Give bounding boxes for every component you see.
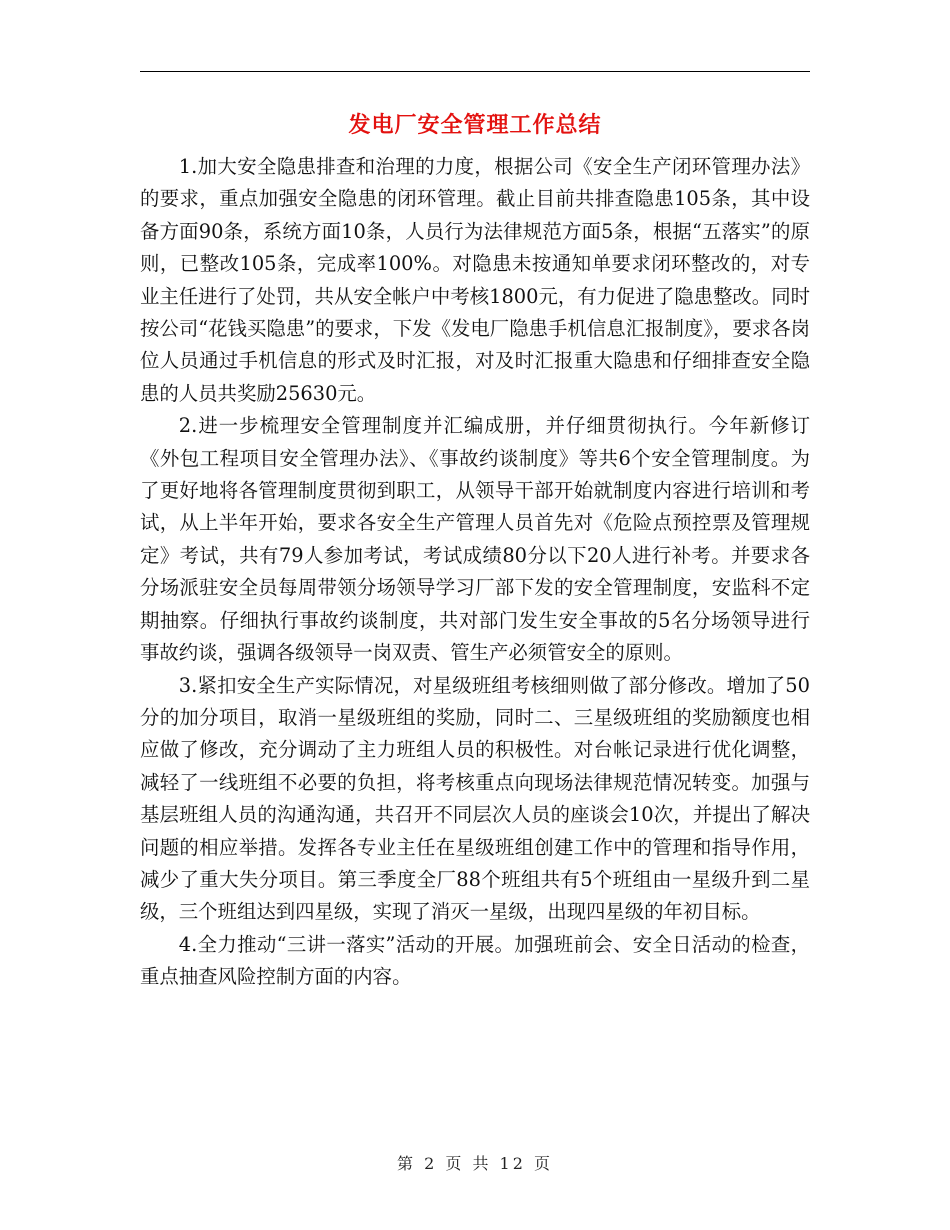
document-body	[140, 151, 810, 994]
paragraph-4: 4.全力推动“三讲一落实”活动的开展。加强班前会、安全日活动的检查，重点抽查风险控制方面的内容。	[140, 932, 810, 989]
page-number-footer: 第 2 页 共 12 页	[397, 1154, 553, 1173]
paragraph-3: 3.紧扣安全生产实际情况，对星级班组考核细则做了部分修改。增加了50分的加分项目，取消一星级班组的奖励，同时二、三星级班组的奖励额度也相应做了修改，充分调动了主力班组人员的积极性。对台帐记录进行优化调整，减轻了一线班组不必要的负担，将考核重点向现场法律规范情况转变。加强与基层班组人员的沟通沟通，共召开不同层次人员的座谈会10次，并提出了解决问题的相应举措。发挥各专业主任在星级班组创建工作中的管理和指导作用，减少了重大失分项目。第三季度全厂88个班组共有5个班组由一星级升到二星级，三个班组达到四星级，实现了消灭一星级，出现四星级的年初目标。	[140, 673, 810, 924]
paragraph-2: 2.进一步梳理安全管理制度并汇编成册，并仔细贯彻执行。今年新修订《外包工程项目安全管理办法》、《事故约谈制度》等共6个安全管理制度。为了更好地将各管理制度贯彻到职工，从领导干部开始就制度内容进行培训和考试，从上半年开始，要求各安全生产管理人员首先对《危险点预控票及管理规定》考试，共有79人参加考试，考试成绩80分以下20人进行补考。并要求各分场派驻安全员每周带领分场领导学习厂部下发的安全管理制度，安监科不定期抽察。仔细执行事故约谈制度，共对部门发生安全事故的5名分场领导进行事故约谈，强调各级领导一岗双责、管生产必须管安全的原则。	[140, 414, 810, 665]
header-rule	[140, 71, 810, 72]
document-title: 发电厂安全管理工作总结	[348, 113, 602, 138]
paragraph-1: 1.加大安全隐患排查和治理的力度，根据公司《安全生产闭环管理办法》的要求，重点加强安全隐患的闭环管理。截止目前共排查隐患105条，其中设备方面90条，系统方面10条，人员行为法律规范方面5条，根据“五落实”的原则，已整改105条，完成率100%。对隐患未按通知单要求闭环整改的，对专业主任进行了处罚，共从安全帐户中考核1800元，有力促进了隐患整改。同时按公司“花钱买隐患”的要求，下发《发电厂隐患手机信息汇报制度》，要求各岗位人员通过手机信息的形式及时汇报，对及时汇报重大隐患和仔细排查安全隐患的人员共奖励25630元。	[140, 155, 810, 405]
